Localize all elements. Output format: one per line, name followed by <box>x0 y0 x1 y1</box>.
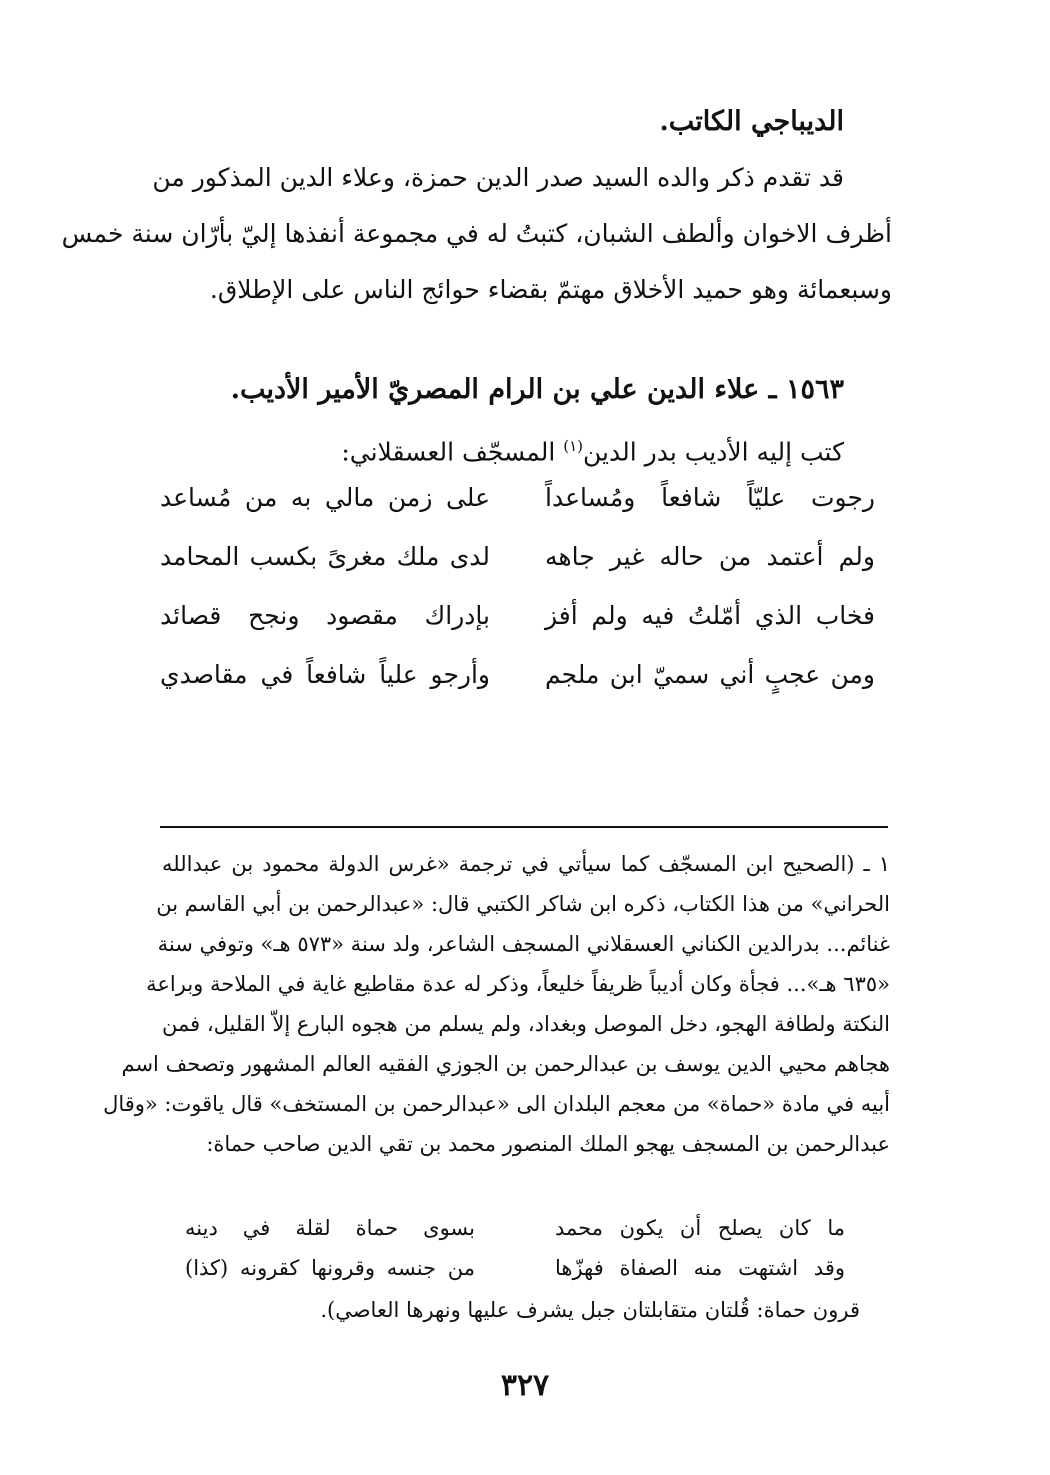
verse-second-hemistich: لدى ملك مغرىً بكسب المحامد <box>160 542 490 571</box>
verse-second-hemistich: بإدراك مقصود ونجح قصائد <box>160 601 490 630</box>
verse-first-hemistich: فخاب الذي أمّلتُ فيه ولم أفز <box>545 601 875 630</box>
footnote-line: هجاهم محيي الدين يوسف بن عبدالرحمن بن الجوزي الفقيه العالم المشهور وتصحف اسم <box>121 1052 890 1076</box>
footnote <box>103 844 890 1164</box>
footnote-line: عبدالرحمن بن المسجف يهجو الملك المنصور محمد بن تقي الدين صاحب حماة: <box>206 1132 890 1156</box>
intro-text: كتب إليه الأديب بدر الدين <box>583 437 844 467</box>
paragraph-line: وسبعمائة وهو حميد الأخلاق مهتمّ بقضاء حوائج الناس على الإطلاق. <box>209 275 892 304</box>
paragraph-line: قد تقدم ذكر والده السيد صدر الدين حمزة، وعلاء الدين المذكور من <box>152 163 844 192</box>
footnote-line: الحراني» من هذا الكتاب، ذكره ابن شاكر الكتبي قال: «عبدالرحمن بن أبي القاسم بن <box>156 892 890 916</box>
verse-second-hemistich: من جنسه وقرونها كقرونه (كذا) <box>185 1256 475 1280</box>
verse <box>160 645 875 704</box>
previous-entry-heading: الديباجي الكاتب. <box>659 106 844 137</box>
footnote-poem <box>185 1208 845 1288</box>
footnote-line: النكتة ولطافة الهجو، دخل الموصل وبغداد، ولم يسلم من هجوه البارع إلاّ القليل، فمن <box>162 1012 890 1036</box>
footnote-line: ١ ـ (الصحيح ابن المسجّف كما سيأتي في ترجمة «غرس الدولة محمود بن عبدالله <box>162 852 890 876</box>
page-number: ٣٢٧ <box>500 1368 550 1403</box>
verse-second-hemistich: بسوى حماة لقلة في دينه <box>185 1216 475 1240</box>
footnote-verse <box>185 1248 845 1288</box>
footnote-closing <box>162 1290 860 1330</box>
verse-first-hemistich: ومن عجبٍ أني سميّ ابن ملجم <box>545 660 875 689</box>
footnote-ref: (١) <box>563 437 584 455</box>
previous-entry <box>61 94 892 318</box>
poem <box>160 468 875 704</box>
verse-first-hemistich: ما كان يصلح أن يكون محمد <box>555 1216 845 1240</box>
footnote-verse <box>185 1208 845 1248</box>
verse <box>160 527 875 586</box>
footnote-line: «٦٣٥ هـ»... فجأة وكان أديباً ظريفاً خليعاً، وذكر له عدة مقاطيع غاية في الملاحة وبراعة <box>146 972 890 996</box>
verse <box>160 468 875 527</box>
footnote-separator <box>160 826 888 828</box>
footnote-closing-line: قرون حماة: قُلتان متقابلتان جبل يشرف عليها ونهرها العاصي). <box>320 1298 860 1322</box>
verse-second-hemistich: على زمن مالي به من مُساعد <box>160 483 490 512</box>
verse-first-hemistich: ولم أعتمد من حاله غير جاهه <box>545 542 875 571</box>
verse-first-hemistich: رجوت عليّاً شافعاً ومُساعداً <box>545 483 875 512</box>
footnote-line: أبيه في مادة «حماة» من معجم البلدان الى «عبدالرحمن بن المستخف» قال ياقوت: «وقال <box>103 1092 890 1116</box>
verse-first-hemistich: وقد اشتهت منه الصفاة فهزّها <box>555 1256 845 1280</box>
entry-heading: ١٥٦٣ ـ علاء الدين علي بن الرام المصريّ الأمير الأديب. <box>230 374 844 405</box>
footnote-line: غنائم... بدرالدين الكناني العسقلاني المسجف الشاعر، ولد سنة «٥٧٣ هـ» وتوفي سنة <box>157 932 890 956</box>
intro-text: المسجّف العسقلاني: <box>341 437 564 467</box>
entry <box>160 362 892 480</box>
paragraph-line: أظرف الاخوان وألطف الشبان، كتبتُ له في مجموعة أنفذها إليّ بأرّان سنة خمس <box>61 219 892 248</box>
verse-second-hemistich: وأرجو علياً شافعاً في مقاصدي <box>160 660 490 689</box>
verse <box>160 586 875 645</box>
